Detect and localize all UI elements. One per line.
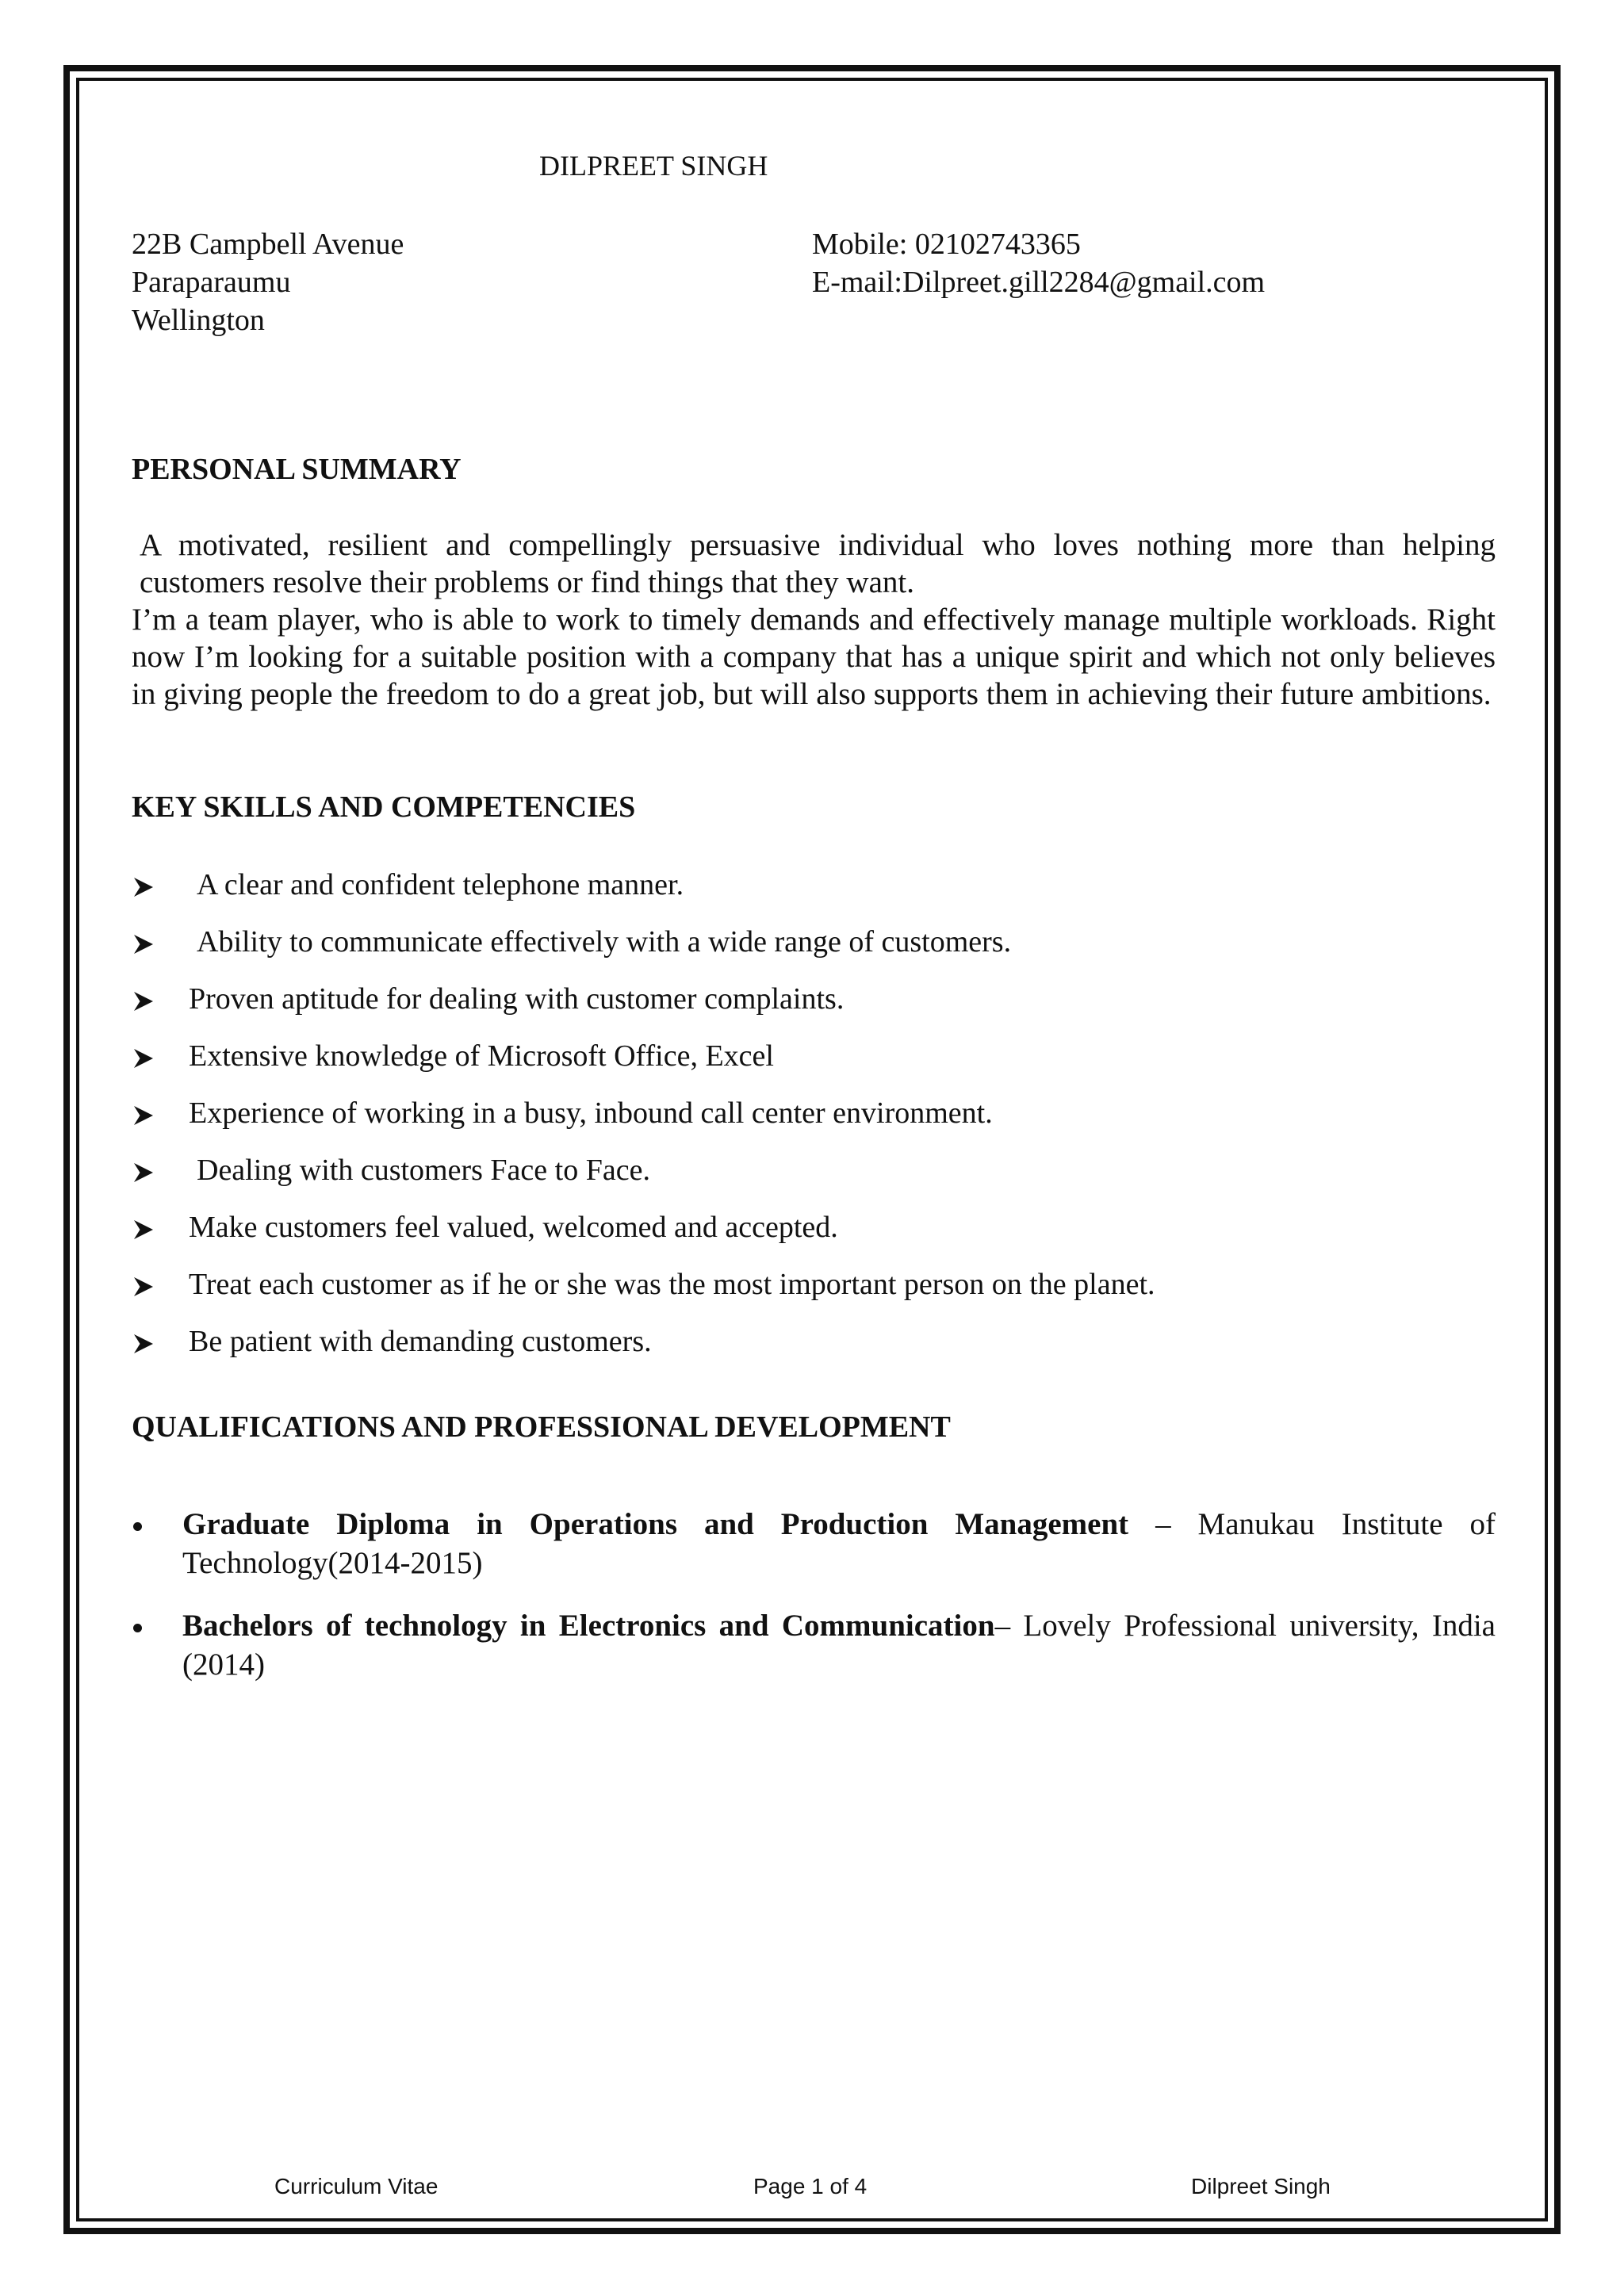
footer-page-number: Page 1 of 4 (753, 2174, 868, 2198)
skill-text: Be patient with demanding customers. (189, 1325, 652, 1358)
arrowhead-bullet-icon (132, 861, 163, 909)
list-item (132, 1032, 1496, 1089)
section-heading-qualifications: QUALIFICATIONS AND PROFESSIONAL DEVELOPMENT (132, 1410, 951, 1444)
bullet-dot-icon (133, 1522, 142, 1531)
address-line: Wellington (132, 304, 265, 337)
arrowhead-bullet-icon (132, 1146, 163, 1194)
list-item (132, 1261, 1496, 1318)
qualification-detail: – Manukau Institute of Technology(2014-2015) (182, 1507, 1496, 1580)
skill-text: Treat each customer as if he or she was the most important person on the planet. (189, 1268, 1155, 1301)
list-item (132, 1505, 1496, 1582)
summary-text (132, 526, 1496, 713)
address-block (132, 225, 404, 339)
list-item (132, 1318, 1496, 1375)
arrowhead-bullet-icon (132, 1089, 163, 1137)
skill-text: Proven aptitude for dealing with customer complaints. (189, 982, 845, 1016)
footer-right: Dilpreet Singh (1191, 2174, 1331, 2198)
qualifications-list (132, 1505, 1496, 1708)
mobile-number: Mobile: 02102743365 (812, 228, 1081, 261)
summary-paragraph: I’m a team player, who is able to work to timely demands and effectively manage multiple workloads. Right now I’m looking for a suitable position with a company that has a unique spirit and which not only believes in giving people the freedom to do a great job, but will also supports them in achieving their future ambitions. (132, 603, 1496, 711)
address-line: 22B Campbell Avenue (132, 228, 404, 261)
summary-paragraph: A motivated, resilient and compellingly persuasive individual who loves nothing more than helping customers resolve their problems or find things that they want. (140, 528, 1496, 599)
list-item (132, 975, 1496, 1032)
skill-text: Dealing with customers Face to Face. (197, 1154, 650, 1187)
qualification-title: Graduate Diploma in Operations and Production Management (182, 1507, 1129, 1541)
arrowhead-bullet-icon (132, 1261, 163, 1308)
list-item (132, 1089, 1496, 1146)
qualification-title: Bachelors of technology in Electronics and Communication (182, 1609, 995, 1643)
skill-text: Ability to communicate effectively with a wide range of customers. (197, 925, 1012, 959)
candidate-name: DILPREET SINGH (539, 150, 768, 182)
arrowhead-bullet-icon (132, 1203, 163, 1251)
skills-list (132, 861, 1496, 1375)
address-line: Paraparaumu (132, 266, 291, 299)
arrowhead-bullet-icon (132, 1318, 163, 1365)
contact-block (812, 225, 1265, 301)
skill-text: Extensive knowledge of Microsoft Office, Excel (189, 1039, 774, 1073)
skill-text: A clear and confident telephone manner. (197, 868, 684, 901)
list-item (132, 1146, 1496, 1203)
skill-text: Experience of working in a busy, inbound call center environment. (189, 1096, 993, 1130)
qualification-detail: – Lovely Professional university, India (2014) (182, 1609, 1496, 1682)
section-heading-summary: PERSONAL SUMMARY (132, 453, 462, 486)
arrowhead-bullet-icon (132, 1032, 163, 1080)
list-item (132, 1203, 1496, 1261)
section-heading-skills: KEY SKILLS AND COMPETENCIES (132, 790, 636, 824)
skill-text: Make customers feel valued, welcomed and accepted. (189, 1211, 838, 1244)
bullet-dot-icon (133, 1624, 142, 1632)
list-item (132, 918, 1496, 975)
email-address: E-mail:Dilpreet.gill2284@gmail.com (812, 266, 1266, 299)
list-item (132, 1606, 1496, 1684)
arrowhead-bullet-icon (132, 975, 163, 1023)
list-item (132, 861, 1496, 918)
footer-left: Curriculum Vitae (274, 2174, 439, 2198)
arrowhead-bullet-icon (132, 918, 163, 966)
